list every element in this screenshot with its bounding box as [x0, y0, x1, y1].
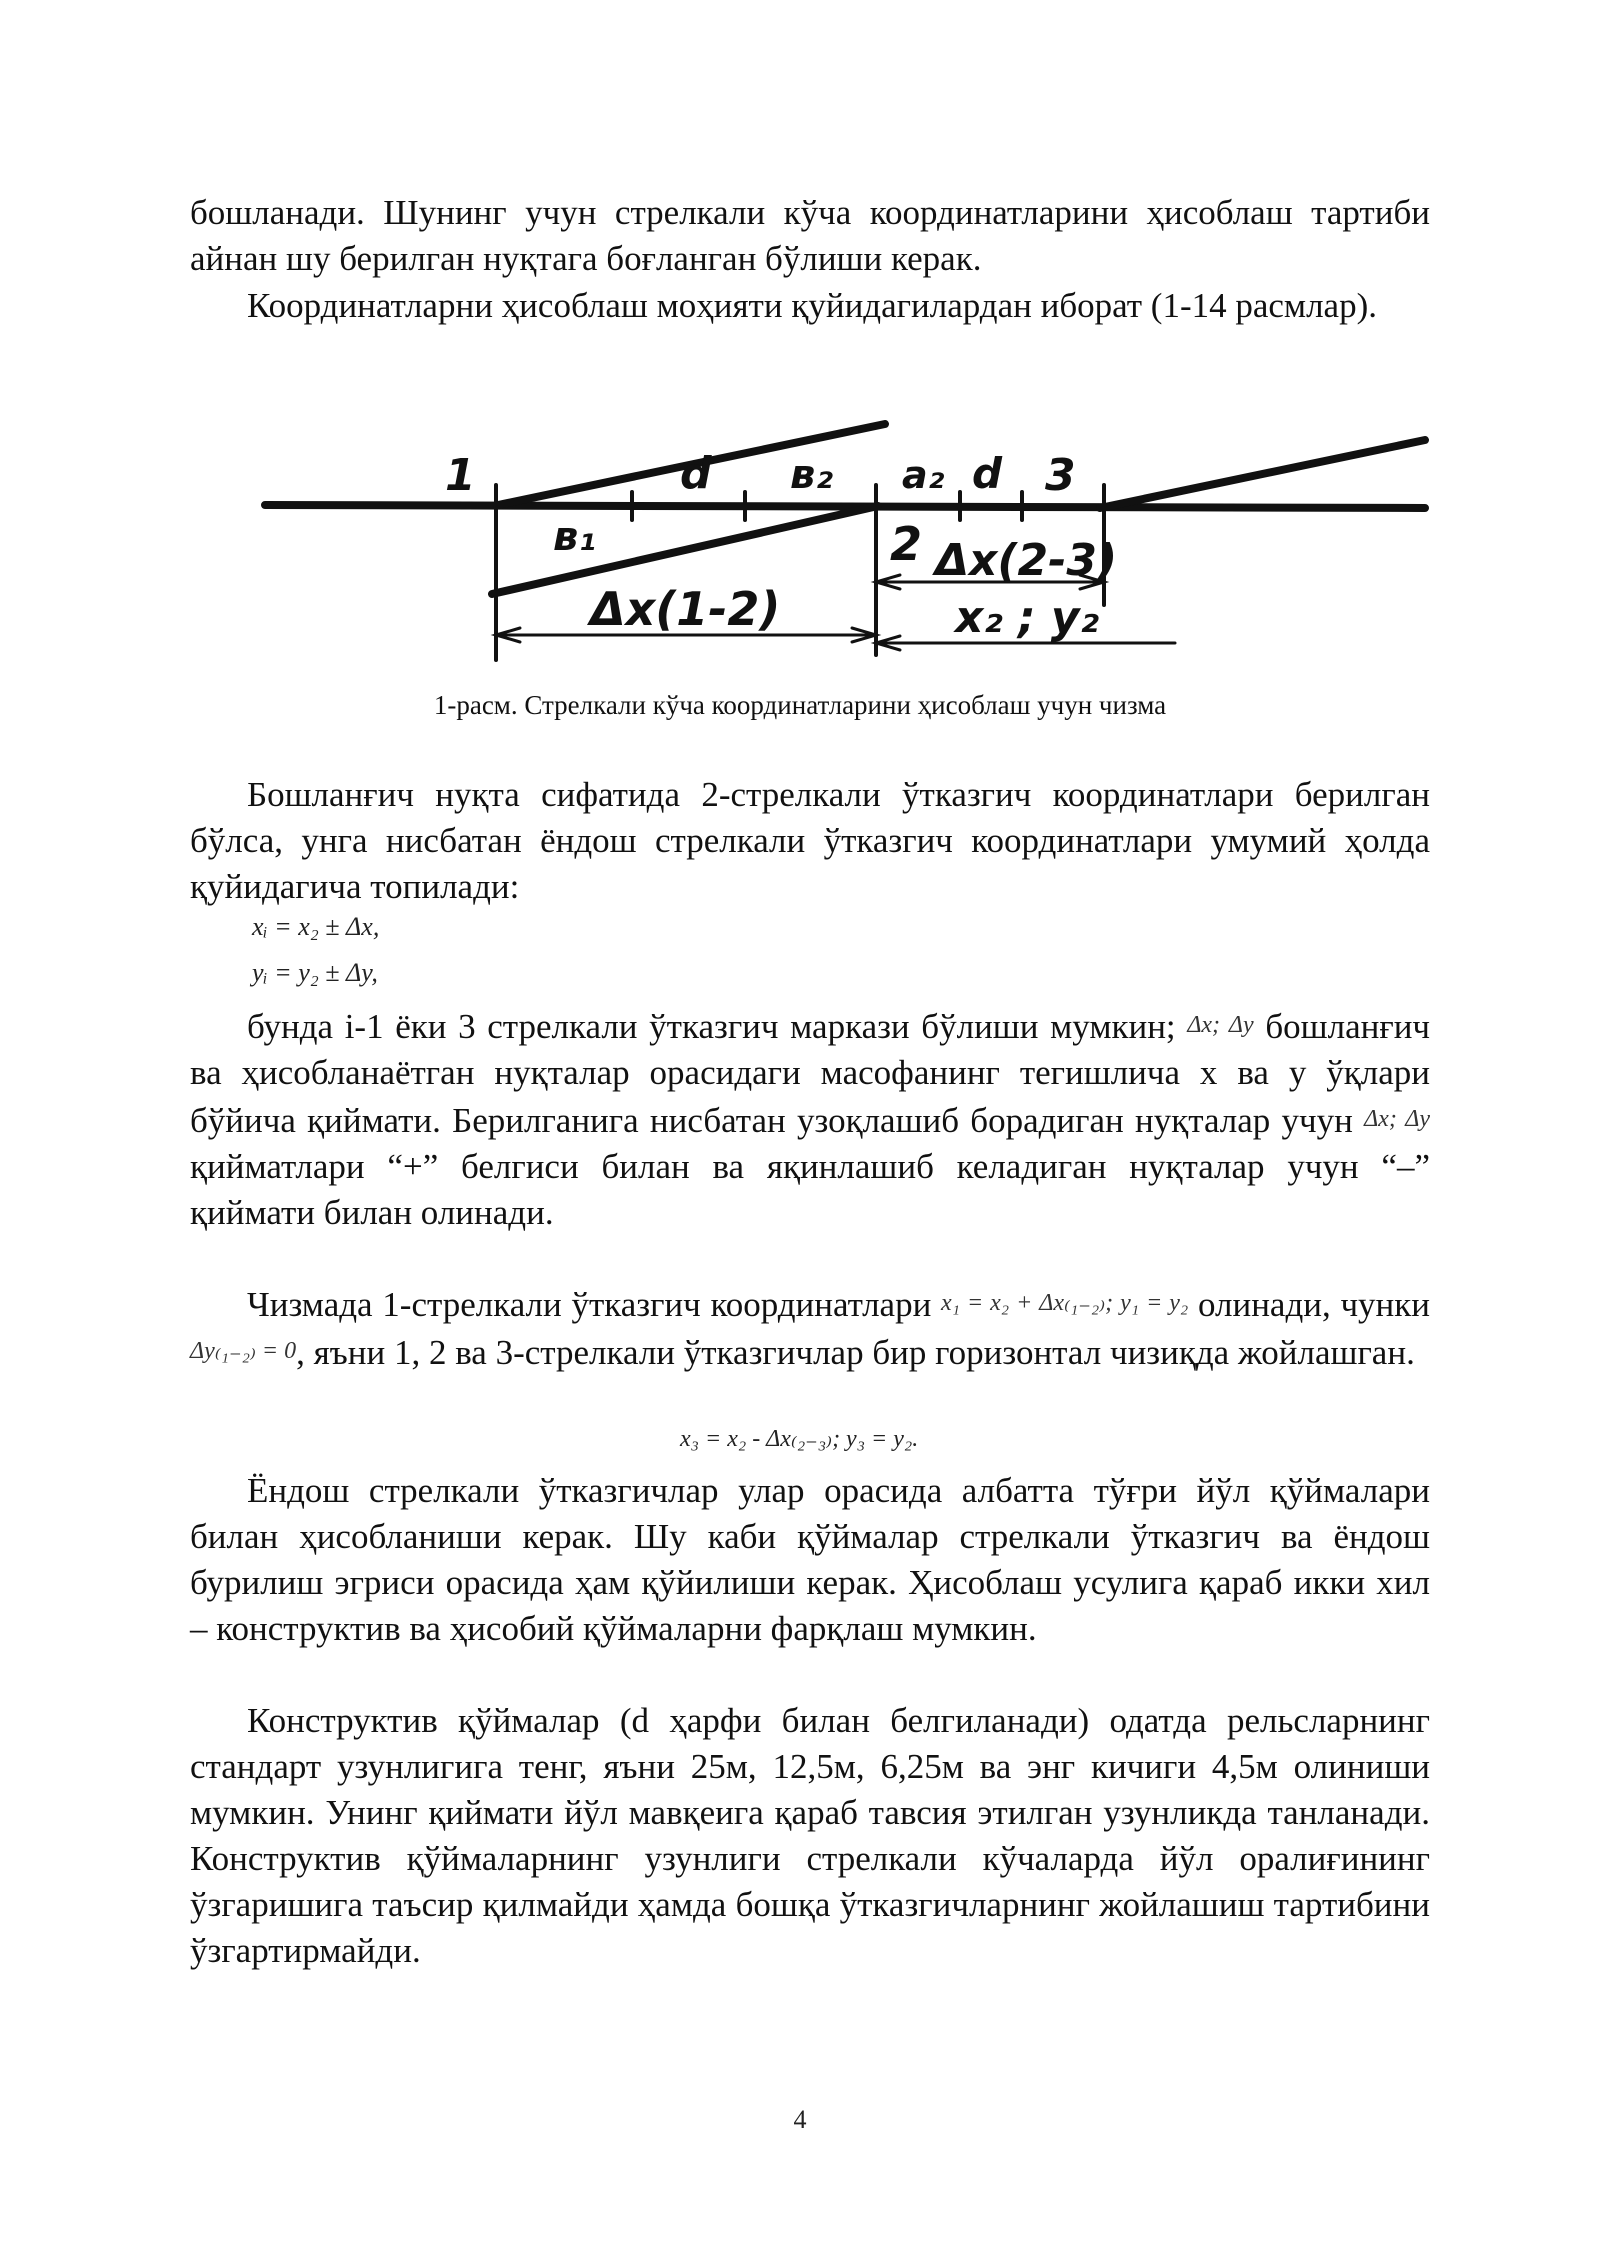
- fig-label-d1: d: [680, 448, 712, 499]
- fig-label-d2: d: [972, 449, 1003, 498]
- paragraph-3: Бошланғич нуқта сифатида 2-стрелкали ўтказгич координатлари берилган бўлса, унга нисбатан ёндош стрелкали ўтказгич координатлари умумий ҳолда қуйидагича топилади:: [190, 775, 1430, 906]
- paragraph-4-part-b: бошланғич ва ҳисобланаётган нуқталар орасидаги масофанинг тегишлича x ва y ўқлари бўйича қиймати. Берилганига нисбатан узоқлашиб борадиган нуқталар учун: [190, 1007, 1431, 1140]
- formula-xi: xᵢ = x₂ ± Δx,: [252, 912, 380, 941]
- paragraph-4-part-a: бунда i-1 ёки 3 стрелкали ўтказгич маркази бўлиши мумкин;: [247, 1007, 1176, 1046]
- paragraph-2: Координатларни ҳисоблаш моҳияти қуйидагилардан иборат (1-14 расмлар).: [247, 286, 1377, 325]
- formula-x3-y3: x₃ = x₂ - Δx₍₂₋₃₎; y₃ = y₂.: [680, 1426, 919, 1452]
- fig-label-3: 3: [1045, 450, 1076, 501]
- formula-x1-y1: x₁ = x₂ + Δx₍₁₋₂₎; y₁ = y₂: [941, 1290, 1189, 1316]
- paragraph-1: бошланади. Шунинг учун стрелкали кўча координатларини ҳисоблаш тартиби айнан шу берилган нуқтага боғланган бўлиши керак.: [190, 193, 1430, 278]
- paragraph-5: [190, 1280, 1430, 1376]
- paragraph-5-part-a: Чизмада 1-стрелкали ўтказгич координатлари: [247, 1285, 932, 1324]
- paragraph-4: [190, 1002, 1430, 1236]
- figure-caption: 1-расм. Стрелкали кўча координатларини ҳисоблаш учун чизма: [433, 690, 1167, 720]
- formula-dy12: Δy₍₁₋₂₎ = 0: [190, 1338, 297, 1364]
- fig-label-x2y2: x₂ ; y₂: [955, 592, 1099, 643]
- fig-label-dx12: Δx(1-2): [590, 582, 781, 636]
- formula-dx-dy-2: Δx; Δy: [1364, 1106, 1431, 1132]
- paragraph-5-part-c: , яъни 1, 2 ва 3-стрелкали ўтказгичлар бир горизонтал чизиқда жойлашган.: [296, 1333, 1415, 1372]
- paragraph-4-part-c: қийматлари “+” белгиси билан ва яқинлашиб келадиган нуқталар учун “–” қиймати билан олинади.: [190, 1147, 1430, 1232]
- page-number: 4: [793, 2105, 807, 2134]
- fig-label-b2: в₂: [790, 452, 833, 498]
- fig-label-1: 1: [445, 450, 476, 501]
- paragraph-6: Ёндош стрелкали ўтказгичлар улар орасида албатта тўғри йўл қўймалари билан ҳисобланиши керак. Шу каби қўймалар стрелкали ўтказгич ва ёндош бурилиш эгриси орасида ҳам қўйилиши керак. Ҳисоблаш усулига қараб икки хил – конструктив ва ҳисобий қўймаларни фарқлаш мумкин.: [190, 1471, 1430, 1648]
- formula-yi: yᵢ = y₂ ± Δy,: [252, 958, 378, 987]
- fig-label-dx23: Δx(2-3): [935, 535, 1118, 586]
- paragraph-5-part-b: олинади, чунки: [1197, 1285, 1431, 1324]
- fig-label-2: 2: [890, 517, 923, 571]
- fig-label-a2: а₂: [902, 453, 945, 497]
- paragraph-7: Конструктив қўймалар (d ҳарфи билан белгиланади) одатда рельсларнинг стандарт узунлигига тенг, яъни 25м, 12,5м, 6,25м ва энг кичиги 4,5м олиниши мумкин. Унинг қиймати йўл мавқеига қараб тавсия этилган узунликда танланади. Конструктив қўймаларнинг узунлиги стрелкали кўчаларда йўл оралиғининг ўзгаришига таъсир қилмайди ҳамда бошқа ўтказгичларнинг жойлашиш тартибини ўзгартирмайди.: [190, 1701, 1430, 1970]
- figure-1-turnout-diagram: [0, 410, 1600, 690]
- formula-dx-dy-1: Δx; Δy: [1187, 1012, 1254, 1038]
- fig-label-b1: в₁: [553, 514, 596, 560]
